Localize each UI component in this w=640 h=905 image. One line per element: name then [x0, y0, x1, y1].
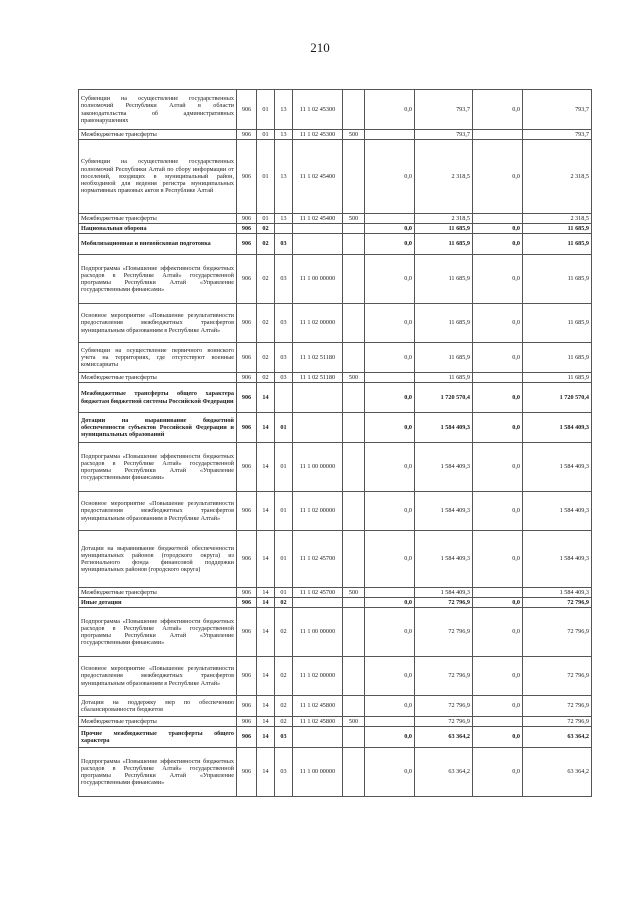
cell-value-4: 11 685,9	[523, 304, 592, 343]
cell-gr-code: 906	[237, 531, 257, 588]
cell-value-4: 11 685,9	[523, 224, 592, 234]
cell-value-2: 11 685,9	[415, 343, 473, 373]
table-row	[79, 140, 592, 214]
cell-value-3	[473, 717, 523, 727]
cell-value-3: 0,0	[473, 234, 523, 255]
cell-section-code: 14	[257, 657, 275, 696]
row-name: Межбюджетные трансферты	[79, 214, 237, 224]
cell-value-1	[365, 373, 415, 383]
cell-gr-code: 906	[237, 304, 257, 343]
cell-value-1: 0,0	[365, 531, 415, 588]
page-number: 210	[310, 40, 330, 55]
cell-value-2: 72 796,9	[415, 696, 473, 717]
cell-value-3	[473, 214, 523, 224]
cell-gr-code: 906	[237, 130, 257, 140]
cell-section-code: 01	[257, 90, 275, 130]
cell-value-4: 1 720 570,4	[523, 383, 592, 413]
row-name: Национальная оборона	[79, 224, 237, 234]
cell-expense-type	[343, 492, 365, 531]
cell-gr-code: 906	[237, 234, 257, 255]
cell-subsection-code	[275, 383, 293, 413]
table-row	[79, 608, 592, 657]
cell-value-3: 0,0	[473, 727, 523, 748]
table-row	[79, 531, 592, 588]
table-row	[79, 90, 592, 130]
cell-section-code: 14	[257, 443, 275, 492]
cell-expense-type	[343, 304, 365, 343]
cell-value-2: 1 584 409,3	[415, 413, 473, 443]
cell-gr-code: 906	[237, 214, 257, 224]
row-name: Подпрограмма «Повышение эффективности бюджетных расходов в Республике Алтай» государственной программы Республики Алтай «Управление государственными финансами»	[79, 255, 237, 304]
cell-value-1: 0,0	[365, 727, 415, 748]
table-row	[79, 234, 592, 255]
cell-value-2: 72 796,9	[415, 608, 473, 657]
cell-value-3	[473, 373, 523, 383]
cell-section-code: 02	[257, 255, 275, 304]
cell-value-2: 11 685,9	[415, 304, 473, 343]
cell-value-3: 0,0	[473, 255, 523, 304]
table-row	[79, 492, 592, 531]
cell-value-2: 72 796,9	[415, 598, 473, 608]
cell-value-1	[365, 717, 415, 727]
cell-section-code: 14	[257, 608, 275, 657]
cell-expense-type: 500	[343, 717, 365, 727]
cell-expense-type	[343, 696, 365, 717]
cell-value-3: 0,0	[473, 443, 523, 492]
cell-value-3: 0,0	[473, 531, 523, 588]
cell-gr-code: 906	[237, 373, 257, 383]
row-name: Иные дотации	[79, 598, 237, 608]
row-name: Мобилизационная и вневойсковая подготовка	[79, 234, 237, 255]
cell-section-code: 14	[257, 413, 275, 443]
cell-value-2: 11 685,9	[415, 234, 473, 255]
table-row	[79, 717, 592, 727]
cell-gr-code: 906	[237, 413, 257, 443]
cell-subsection-code: 03	[275, 748, 293, 797]
table-row	[79, 696, 592, 717]
cell-target-article: 11 1 02 45300	[293, 90, 343, 130]
cell-value-4: 11 685,9	[523, 373, 592, 383]
cell-subsection-code: 13	[275, 90, 293, 130]
cell-value-1: 0,0	[365, 748, 415, 797]
cell-value-1	[365, 130, 415, 140]
cell-expense-type	[343, 443, 365, 492]
table-row	[79, 224, 592, 234]
cell-value-1: 0,0	[365, 443, 415, 492]
cell-value-3: 0,0	[473, 140, 523, 214]
cell-target-article	[293, 383, 343, 413]
cell-value-3: 0,0	[473, 343, 523, 373]
cell-target-article: 11 1 00 00000	[293, 608, 343, 657]
cell-value-1: 0,0	[365, 657, 415, 696]
cell-gr-code: 906	[237, 588, 257, 598]
cell-section-code: 02	[257, 234, 275, 255]
cell-gr-code: 906	[237, 492, 257, 531]
cell-value-2: 2 318,5	[415, 140, 473, 214]
row-name: Межбюджетные трансферты	[79, 130, 237, 140]
row-name: Основное мероприятие «Повышение результативности предоставления межбюджетных трансфертов муниципальным образованиям в Республике Алтай»	[79, 304, 237, 343]
cell-expense-type: 500	[343, 130, 365, 140]
cell-gr-code: 906	[237, 696, 257, 717]
cell-value-1: 0,0	[365, 413, 415, 443]
cell-target-article: 11 1 02 51180	[293, 343, 343, 373]
cell-value-4: 72 796,9	[523, 598, 592, 608]
cell-subsection-code: 02	[275, 657, 293, 696]
budget-table-body	[79, 90, 592, 797]
cell-gr-code: 906	[237, 598, 257, 608]
cell-value-1: 0,0	[365, 140, 415, 214]
table-row	[79, 130, 592, 140]
cell-expense-type	[343, 90, 365, 130]
table-row	[79, 255, 592, 304]
cell-gr-code: 906	[237, 608, 257, 657]
cell-subsection-code: 03	[275, 343, 293, 373]
row-name: Подпрограмма «Повышение эффективности бюджетных расходов в Республике Алтай» государственной программы Республики Алтай «Управление государственными финансами»	[79, 443, 237, 492]
cell-value-2: 72 796,9	[415, 717, 473, 727]
cell-value-3: 0,0	[473, 696, 523, 717]
cell-value-4: 1 584 409,3	[523, 492, 592, 531]
cell-expense-type	[343, 727, 365, 748]
row-name: Основное мероприятие «Повышение результативности предоставления межбюджетных трансфертов муниципальным образованиям в Республике Алтай»	[79, 657, 237, 696]
cell-subsection-code: 01	[275, 588, 293, 598]
cell-expense-type	[343, 598, 365, 608]
cell-target-article: 11 1 02 45400	[293, 214, 343, 224]
cell-target-article	[293, 727, 343, 748]
cell-expense-type	[343, 255, 365, 304]
cell-section-code: 14	[257, 717, 275, 727]
cell-section-code: 14	[257, 696, 275, 717]
table-row	[79, 748, 592, 797]
cell-value-4: 1 584 409,3	[523, 531, 592, 588]
cell-target-article: 11 1 02 45800	[293, 717, 343, 727]
table-row	[79, 343, 592, 373]
row-name: Подпрограмма «Повышение эффективности бюджетных расходов в Республике Алтай» государственной программы Республики Алтай «Управление государственными финансами»	[79, 608, 237, 657]
cell-value-3: 0,0	[473, 657, 523, 696]
cell-subsection-code: 13	[275, 130, 293, 140]
cell-value-4: 11 685,9	[523, 234, 592, 255]
cell-value-4: 72 796,9	[523, 696, 592, 717]
cell-section-code: 02	[257, 343, 275, 373]
cell-target-article: 11 1 00 00000	[293, 443, 343, 492]
cell-target-article	[293, 413, 343, 443]
cell-gr-code: 906	[237, 657, 257, 696]
cell-target-article: 11 1 02 45400	[293, 140, 343, 214]
row-name: Межбюджетные трансферты	[79, 717, 237, 727]
cell-section-code: 02	[257, 224, 275, 234]
cell-section-code: 14	[257, 748, 275, 797]
cell-value-2: 63 364,2	[415, 748, 473, 797]
cell-target-article: 11 1 02 45800	[293, 696, 343, 717]
cell-value-1: 0,0	[365, 224, 415, 234]
cell-value-2: 63 364,2	[415, 727, 473, 748]
cell-expense-type	[343, 413, 365, 443]
cell-value-4: 2 318,5	[523, 214, 592, 224]
cell-target-article	[293, 224, 343, 234]
table-row	[79, 598, 592, 608]
cell-value-4: 63 364,2	[523, 748, 592, 797]
cell-gr-code: 906	[237, 255, 257, 304]
cell-value-1: 0,0	[365, 492, 415, 531]
cell-value-4: 72 796,9	[523, 657, 592, 696]
cell-value-3: 0,0	[473, 598, 523, 608]
table-row	[79, 383, 592, 413]
table-row	[79, 588, 592, 598]
row-name: Субвенции на осуществление государственных полномочий Республики Алтай по сбору информации от поселений, входящих в муниципальный район, необходимой для ведения регистра муниципальных нормативных правовых актов в Республике Алтай	[79, 140, 237, 214]
table-row	[79, 413, 592, 443]
row-name: Дотации на выравнивание бюджетной обеспеченности субъектов Российской Федерации и муниципальных образований	[79, 413, 237, 443]
cell-value-2: 11 685,9	[415, 255, 473, 304]
cell-gr-code: 906	[237, 140, 257, 214]
cell-expense-type	[343, 234, 365, 255]
row-name: Дотации на поддержку мер по обеспечению сбалансированности бюджетов	[79, 696, 237, 717]
cell-section-code: 14	[257, 598, 275, 608]
cell-target-article	[293, 598, 343, 608]
cell-value-1	[365, 588, 415, 598]
cell-subsection-code: 03	[275, 234, 293, 255]
cell-target-article: 11 1 00 00000	[293, 748, 343, 797]
cell-section-code: 02	[257, 373, 275, 383]
row-name: Основное мероприятие «Повышение результативности предоставления межбюджетных трансфертов муниципальным образованиям в Республике Алтай»	[79, 492, 237, 531]
cell-target-article: 11 1 02 45700	[293, 588, 343, 598]
cell-subsection-code: 01	[275, 413, 293, 443]
cell-subsection-code: 13	[275, 214, 293, 224]
cell-value-2: 72 796,9	[415, 657, 473, 696]
table-row	[79, 304, 592, 343]
cell-section-code: 14	[257, 531, 275, 588]
cell-expense-type	[343, 343, 365, 373]
cell-expense-type	[343, 748, 365, 797]
cell-section-code: 01	[257, 214, 275, 224]
cell-gr-code: 906	[237, 727, 257, 748]
cell-value-3: 0,0	[473, 383, 523, 413]
cell-expense-type	[343, 608, 365, 657]
cell-target-article: 11 1 02 45300	[293, 130, 343, 140]
cell-subsection-code: 01	[275, 443, 293, 492]
cell-value-3: 0,0	[473, 304, 523, 343]
row-name: Субвенции на осуществление первичного воинского учета на территориях, где отсутствуют военные комиссариаты	[79, 343, 237, 373]
cell-expense-type: 500	[343, 373, 365, 383]
cell-target-article: 11 1 02 00000	[293, 657, 343, 696]
cell-target-article: 11 1 00 00000	[293, 255, 343, 304]
cell-value-1: 0,0	[365, 304, 415, 343]
cell-value-3: 0,0	[473, 492, 523, 531]
cell-value-2: 1 584 409,3	[415, 492, 473, 531]
cell-value-1: 0,0	[365, 90, 415, 130]
cell-value-3: 0,0	[473, 608, 523, 657]
cell-value-4: 2 318,5	[523, 140, 592, 214]
cell-value-4: 1 584 409,3	[523, 588, 592, 598]
row-name: Межбюджетные трансферты	[79, 373, 237, 383]
cell-value-3	[473, 588, 523, 598]
cell-value-1: 0,0	[365, 343, 415, 373]
cell-value-1: 0,0	[365, 383, 415, 413]
cell-subsection-code: 02	[275, 608, 293, 657]
cell-target-article: 11 1 02 00000	[293, 304, 343, 343]
cell-value-1: 0,0	[365, 608, 415, 657]
table-row	[79, 657, 592, 696]
cell-value-2: 1 720 570,4	[415, 383, 473, 413]
cell-section-code: 01	[257, 130, 275, 140]
cell-value-3	[473, 130, 523, 140]
cell-value-2: 1 584 409,3	[415, 588, 473, 598]
cell-value-4: 72 796,9	[523, 717, 592, 727]
cell-value-3: 0,0	[473, 90, 523, 130]
cell-value-2: 11 685,9	[415, 373, 473, 383]
cell-value-4: 793,7	[523, 130, 592, 140]
cell-subsection-code: 02	[275, 598, 293, 608]
cell-value-4: 11 685,9	[523, 255, 592, 304]
cell-gr-code: 906	[237, 748, 257, 797]
cell-value-1	[365, 214, 415, 224]
cell-subsection-code: 02	[275, 696, 293, 717]
cell-section-code: 02	[257, 304, 275, 343]
cell-subsection-code: 01	[275, 531, 293, 588]
cell-expense-type: 500	[343, 588, 365, 598]
row-name: Субвенции на осуществление государственных полномочий Республики Алтай в области законодательства об административных правонарушениях	[79, 90, 237, 130]
cell-target-article	[293, 234, 343, 255]
cell-target-article: 11 1 02 51180	[293, 373, 343, 383]
cell-expense-type: 500	[343, 214, 365, 224]
cell-value-4: 63 364,2	[523, 727, 592, 748]
cell-subsection-code: 03	[275, 373, 293, 383]
cell-subsection-code: 02	[275, 717, 293, 727]
cell-target-article: 11 1 02 00000	[293, 492, 343, 531]
cell-subsection-code: 03	[275, 727, 293, 748]
cell-expense-type	[343, 657, 365, 696]
table-row	[79, 727, 592, 748]
cell-value-2: 1 584 409,3	[415, 443, 473, 492]
cell-value-4: 1 584 409,3	[523, 413, 592, 443]
cell-gr-code: 906	[237, 443, 257, 492]
cell-section-code: 14	[257, 727, 275, 748]
cell-section-code: 14	[257, 383, 275, 413]
cell-value-4: 72 796,9	[523, 608, 592, 657]
cell-gr-code: 906	[237, 343, 257, 373]
cell-expense-type	[343, 531, 365, 588]
cell-value-2: 793,7	[415, 90, 473, 130]
row-name: Прочие межбюджетные трансферты общего характера	[79, 727, 237, 748]
cell-value-1: 0,0	[365, 696, 415, 717]
cell-value-3: 0,0	[473, 413, 523, 443]
cell-subsection-code	[275, 224, 293, 234]
cell-gr-code: 906	[237, 90, 257, 130]
cell-value-4: 793,7	[523, 90, 592, 130]
cell-value-3: 0,0	[473, 224, 523, 234]
cell-value-3: 0,0	[473, 748, 523, 797]
cell-value-1: 0,0	[365, 598, 415, 608]
cell-expense-type	[343, 224, 365, 234]
row-name: Подпрограмма «Повышение эффективности бюджетных расходов в Республике Алтай» государственной программы Республики Алтай «Управление государственными финансами»	[79, 748, 237, 797]
table-row	[79, 373, 592, 383]
cell-section-code: 01	[257, 140, 275, 214]
cell-value-4: 11 685,9	[523, 343, 592, 373]
cell-gr-code: 906	[237, 717, 257, 727]
budget-table	[78, 89, 592, 797]
cell-value-1: 0,0	[365, 255, 415, 304]
cell-subsection-code: 01	[275, 492, 293, 531]
row-name: Межбюджетные трансферты	[79, 588, 237, 598]
cell-value-1: 0,0	[365, 234, 415, 255]
cell-value-2: 2 318,5	[415, 214, 473, 224]
table-row	[79, 443, 592, 492]
row-name: Межбюджетные трансферты общего характера бюджетам бюджетной системы Российской Федерации	[79, 383, 237, 413]
cell-expense-type	[343, 140, 365, 214]
cell-value-4: 1 584 409,3	[523, 443, 592, 492]
row-name: Дотации на выравнивание бюджетной обеспеченности муниципальных районов (городского округа) из Регионального фонда финансовой поддержки муниципальных районов (городского округа)	[79, 531, 237, 588]
cell-section-code: 14	[257, 588, 275, 598]
cell-subsection-code: 03	[275, 304, 293, 343]
cell-value-2: 1 584 409,3	[415, 531, 473, 588]
cell-gr-code: 906	[237, 383, 257, 413]
cell-subsection-code: 13	[275, 140, 293, 214]
cell-gr-code: 906	[237, 224, 257, 234]
cell-expense-type	[343, 383, 365, 413]
cell-subsection-code: 03	[275, 255, 293, 304]
cell-value-2: 793,7	[415, 130, 473, 140]
table-row	[79, 214, 592, 224]
cell-value-2: 11 685,9	[415, 224, 473, 234]
cell-target-article: 11 1 02 45700	[293, 531, 343, 588]
cell-section-code: 14	[257, 492, 275, 531]
